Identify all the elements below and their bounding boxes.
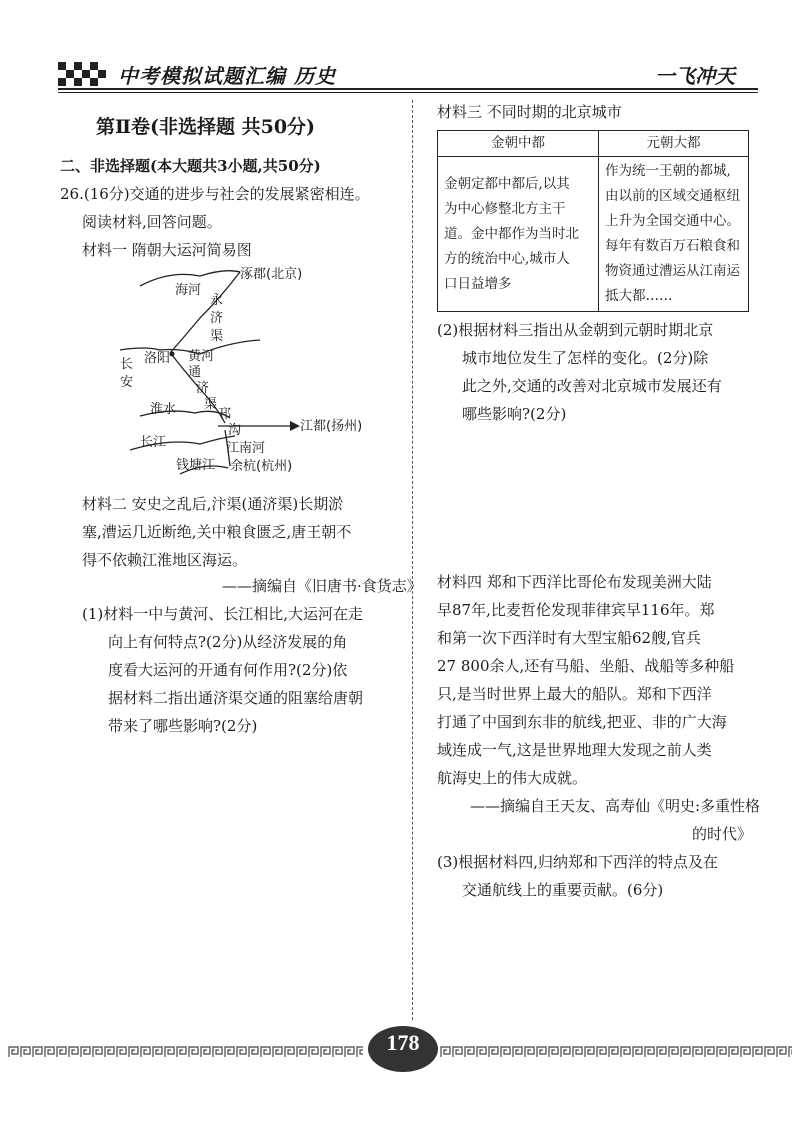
column-divider (412, 100, 413, 1020)
label-jiangdu: 江都(扬州) (300, 419, 363, 434)
header-title: 中考模拟试题汇编 历史 (118, 64, 336, 88)
label-tongji-1: 通 (188, 365, 202, 380)
material1-caption: 材料一 隋朝大运河简易图 (82, 241, 252, 259)
table-cell-jin (438, 157, 599, 312)
header-decoration (58, 58, 110, 88)
label-yongji-2: 济 (210, 311, 224, 326)
material3-caption: 材料三 不同时期的北京城市 (437, 103, 622, 121)
label-haihe: 海河 (175, 283, 202, 298)
page-number: 178 (386, 1030, 420, 1055)
section-title: 第Ⅱ卷(非选择题 共50分) (96, 116, 316, 138)
label-zhuojun: 涿郡(北京) (240, 267, 303, 282)
label-changan-2: 安 (120, 375, 134, 390)
q2-line3: 此之外,交通的改善对北京城市发展还有 (462, 377, 722, 395)
yuan-line6: 抵大都…… (605, 288, 673, 304)
material4-line8: 航海史上的伟大成就。 (437, 769, 588, 787)
header-rule-thin (58, 92, 758, 93)
q2-line4: 哪些影响?(2分) (462, 405, 567, 423)
jin-line3: 道。金中都作为当时北 (444, 225, 579, 242)
yuan-line4: 每年有数百万石粮食和 (605, 238, 740, 254)
q2-line1: (2)根据材料三指出从金朝到元朝时期北京 (437, 321, 714, 339)
material4-line7: 域连成一气,这是世界地理大发现之前人类 (437, 741, 712, 759)
label-hangou-2: 沟 (228, 423, 242, 438)
material2-line1: 材料二 安史之乱后,汴渠(通济渠)长期淤 (82, 495, 344, 513)
luoyang-dot (170, 352, 175, 357)
label-changan-1: 长 (120, 357, 134, 372)
q3-line1: (3)根据材料四,归纳郑和下西洋的特点及在 (437, 853, 719, 871)
table-header-yuan: 元朝大都 (599, 131, 749, 157)
table-cell-yuan (599, 157, 749, 312)
label-hangou-1: 邗 (218, 407, 232, 422)
material4-line4: 27 800余人,还有马船、坐船、战船等多种船 (437, 657, 735, 675)
label-yuhang: 余杭(杭州) (230, 459, 293, 474)
q1-line4: 据材料二指出通济渠交通的阻塞给唐朝 (108, 689, 364, 707)
jin-line5: 口日益增多 (444, 275, 512, 292)
material2-line3: 得不依赖江淮地区海运。 (82, 551, 248, 569)
q1-line3: 度看大运河的开通有何作用?(2分)依 (108, 661, 348, 679)
header-rule (58, 88, 758, 90)
label-tongji-3: 渠 (204, 397, 218, 412)
q1-line1: (1)材料一中与黄河、长江相比,大运河在走 (82, 605, 364, 623)
question-intro-line2: 阅读材料,回答问题。 (82, 213, 222, 231)
yuan-line3: 上升为全国交通中心。 (605, 213, 740, 229)
header-brand: 一飞冲天 (655, 64, 735, 88)
yuan-line2: 由以前的区域交通枢纽 (605, 188, 740, 204)
material4-source-line1: ——摘编自王天友、高寿仙《明史:多重性格 (470, 797, 761, 815)
label-yongji-1: 永 (210, 293, 224, 308)
label-luoyang: 洛阳 (144, 351, 171, 366)
jiangdu-arrow (290, 421, 300, 431)
material4-line5: 只,是当时世界上最大的船队。郑和下西洋 (437, 685, 712, 703)
footer-pattern-right (440, 1045, 792, 1059)
label-jiangnanhe: 江南河 (226, 441, 266, 456)
label-yongji-3: 渠 (210, 329, 224, 344)
material4-line3: 和第一次下西洋时有大型宝船62艘,官兵 (437, 629, 701, 647)
jin-line4: 方的统治中心,城市人 (444, 250, 570, 267)
question-intro-line1: 26.(16分)交通的进步与社会的发展紧密相连。 (60, 185, 370, 203)
q3-line2: 交通航线上的重要贡献。(6分) (462, 881, 664, 899)
table-header-jin: 金朝中都 (438, 131, 599, 157)
material2-source: ——摘编自《旧唐书·食货志》 (222, 577, 422, 595)
jin-line2: 为中心修整北方主干 (444, 200, 566, 217)
q1-line2: 向上有何特点?(2分)从经济发展的角 (108, 633, 348, 651)
label-huaishui: 淮水 (150, 402, 177, 417)
yuan-line5: 物资通过漕运从江南运 (605, 263, 740, 279)
q2-line2: 城市地位发生了怎样的变化。(2分)除 (462, 349, 709, 367)
material4-source-line2: 的时代》 (692, 825, 753, 843)
part-heading: 二、非选择题(本大题共3小题,共50分) (60, 157, 321, 175)
label-changjiang: 长江 (140, 435, 167, 450)
label-tongji-2: 济 (196, 381, 210, 396)
material4-line6: 打通了中国到东非的航线,把亚、非的广大海 (437, 713, 727, 731)
yuan-line1: 作为统一王朝的都城, (605, 163, 731, 179)
label-qiantangjiang: 钱塘江 (176, 458, 216, 473)
footer-pattern-left (8, 1045, 363, 1059)
material4-line1: 材料四 郑和下西洋比哥伦布发现美洲大陆 (437, 573, 712, 591)
material2-line2: 塞,漕运几近断绝,关中粮食匮乏,唐王朝不 (82, 523, 352, 541)
label-huanghe: 黄河 (188, 349, 215, 364)
material4-line2: 早87年,比麦哲伦发现菲律宾早116年。郑 (437, 601, 715, 619)
material3-table (437, 130, 749, 312)
grand-canal-map (100, 258, 400, 483)
q1-line5: 带来了哪些影响?(2分) (108, 717, 258, 735)
jin-line1: 金朝定都中都后,以其 (444, 175, 570, 192)
